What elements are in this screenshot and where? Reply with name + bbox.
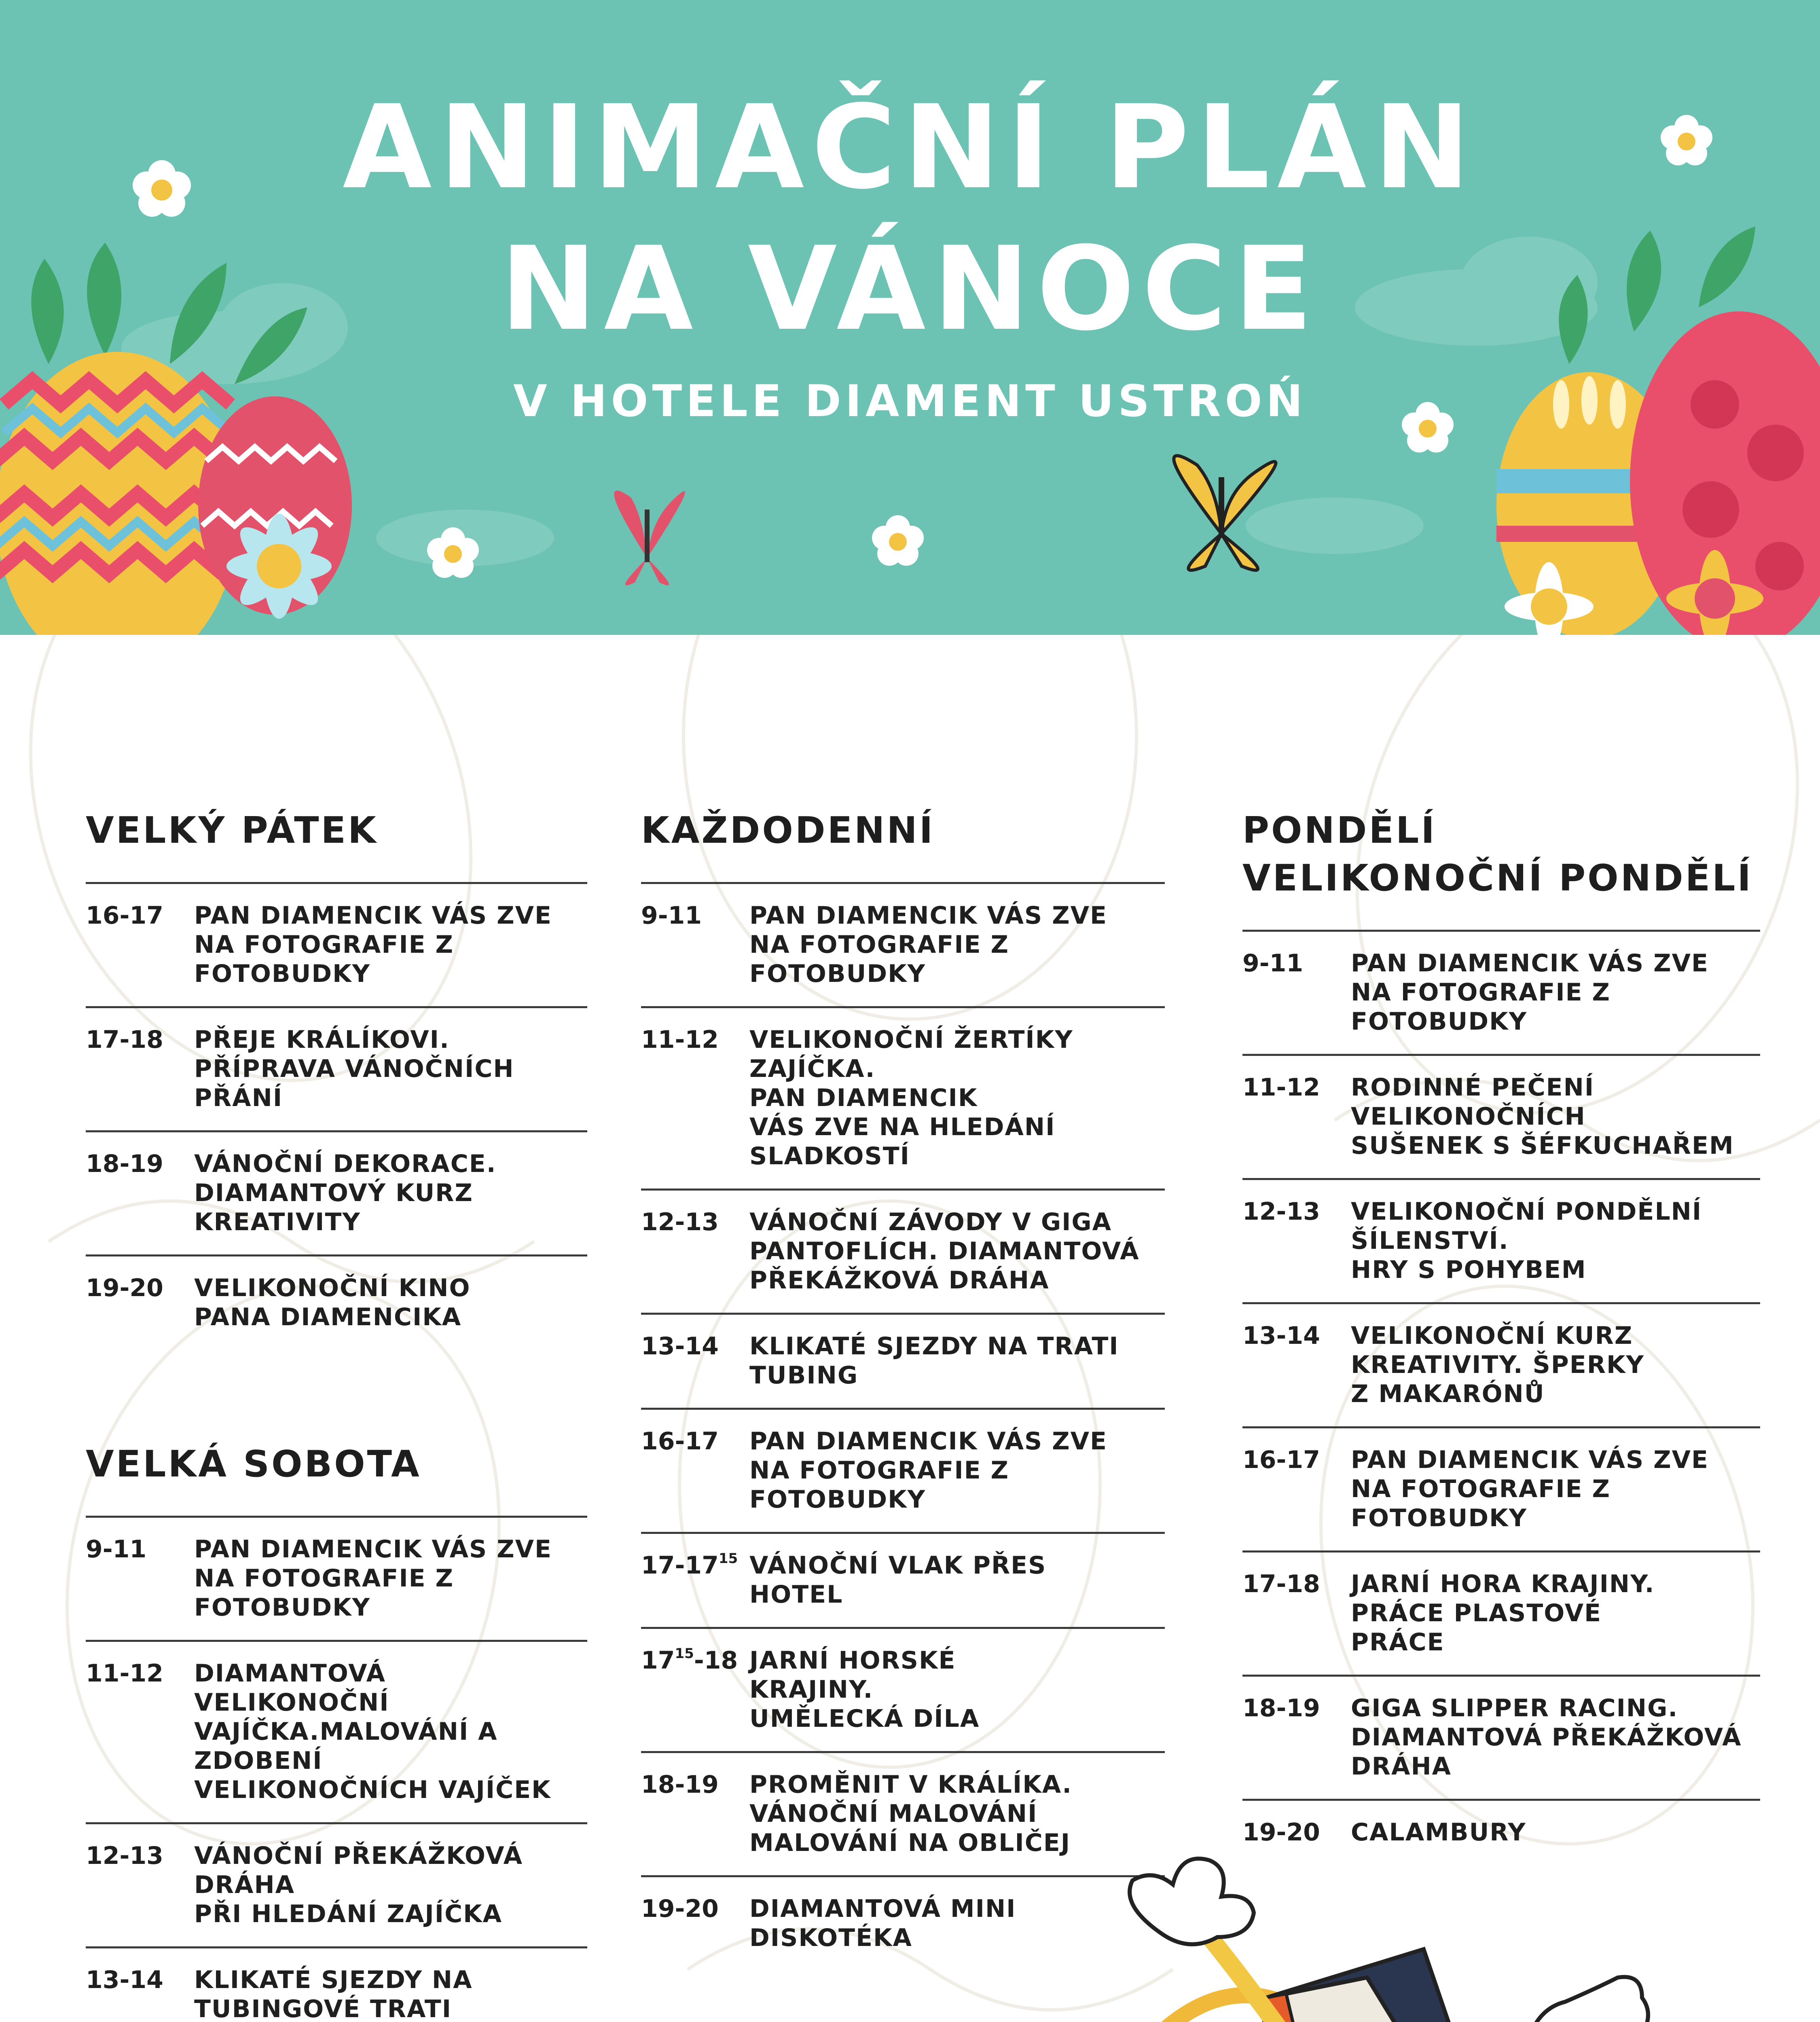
- time-main: 17-17: [641, 1551, 719, 1580]
- schedule-activity: CALAMBURY: [1351, 1818, 1526, 1846]
- schedule-activity: VÁNOČNÍ DEKORACE. DIAMANTOVÝ KURZ KREATIVITY: [194, 1150, 497, 1236]
- schedule-activity: VÁNOČNÍ VLAK PŘES HOTEL: [749, 1551, 1047, 1609]
- schedule-activity: PAN DIAMENCIK VÁS ZVE NA FOTOGRAFIE Z FOTOBUDKY: [194, 1535, 552, 1622]
- time-rest: -18: [694, 1646, 738, 1675]
- schedule-time: 18-19: [641, 1770, 719, 1799]
- schedule-time: 16-17: [1242, 1446, 1320, 1474]
- schedule-time: 9-11: [86, 1535, 147, 1563]
- schedule-activity: DIAMANTOVÁ MINI DISKOTÉKA: [749, 1895, 1016, 1952]
- schedule-list: [1242, 930, 1760, 1865]
- schedule-time: 13-14: [86, 1966, 163, 1994]
- schedule-row: [86, 1132, 587, 1256]
- schedule-activity: VÁNOČNÍ PŘEKÁŽKOVÁ DRÁHA PŘI HLEDÁNÍ ZAJÍČKA: [194, 1842, 523, 1928]
- daisy-flower-icon: [226, 514, 332, 619]
- schedule-row: [641, 1534, 1165, 1629]
- schedule-time: 11-12: [641, 1026, 719, 1054]
- header-banner: [0, 0, 1820, 635]
- schedule-row: [1242, 932, 1760, 1056]
- section-velka-sobota: [86, 1440, 587, 2022]
- schedule-activity: PŘEJE KRÁLÍKOVI. PŘÍPRAVA VÁNOČNÍCH PŘÁNÍ: [194, 1026, 514, 1112]
- schedule-row: [86, 1824, 587, 1948]
- schedule-column-1: [86, 807, 587, 2022]
- schedule-time: 17-18: [1242, 1570, 1320, 1598]
- schedule-activity: RODINNÉ PEČENÍ VELIKONOČNÍCH SUŠENEK S ŠÉFKUCHAŘEM: [1351, 1073, 1734, 1160]
- schedule-activity: PAN DIAMENCIK VÁS ZVE NA FOTOGRAFIE Z FOTOBUDKY: [194, 901, 552, 988]
- schedule-activity: VELIKONOČNÍ PONDĚLNÍ ŠÍLENSTVÍ. HRY S POHYBEM: [1351, 1197, 1702, 1284]
- mascot-diamencik-illustration: [1060, 1844, 1767, 2022]
- schedule-activity: PROMĚNIT V KRÁLÍKA. VÁNOČNÍ MALOVÁNÍ MALOVÁNÍ NA OBLIČEJ: [749, 1770, 1073, 1857]
- schedule-row: [1242, 1428, 1760, 1552]
- schedule-row: [1242, 1677, 1760, 1801]
- schedule-row: [1242, 1180, 1760, 1304]
- schedule-time: [641, 1646, 749, 1733]
- schedule-time: 11-12: [86, 1659, 163, 1688]
- schedule-column-2: [641, 807, 1165, 1970]
- schedule-activity: PAN DIAMENCIK VÁS ZVE NA FOTOGRAFIE Z FOTOBUDKY: [1351, 949, 1709, 1036]
- schedule-row: [1242, 1304, 1760, 1428]
- schedule-activity: VELIKONOČNÍ KINO PANA DIAMENCIKA: [194, 1274, 471, 1331]
- schedule-time: 18-19: [86, 1150, 163, 1178]
- section-title: VELKÁ SOBOTA: [86, 1443, 421, 1485]
- schedule-activity: JARNÍ HORSKÉ KRAJINY. UMĚLECKÁ DÍLA: [749, 1646, 980, 1733]
- schedule-row: [641, 884, 1165, 1008]
- mascot-body-icon: [1254, 1949, 1484, 2022]
- schedule-activity: VÁNOČNÍ ZÁVODY V GIGA PANTOFLÍCH. DIAMANTOVÁ PŘEKÁŽKOVÁ DRÁHA: [749, 1208, 1140, 1294]
- butterfly-pink-icon: [614, 491, 685, 585]
- section-title: KAŽDODENNÍ: [641, 809, 935, 852]
- schedule-time: 12-13: [641, 1208, 719, 1236]
- schedule-row: [1242, 1056, 1760, 1180]
- schedule-time: 16-17: [86, 901, 163, 930]
- schedule-list: [86, 882, 587, 1349]
- schedule-row: [641, 1191, 1165, 1315]
- schedule-activity: JARNÍ HORA KRAJINY. PRÁCE PLASTOVÉ PRÁCE: [1351, 1570, 1655, 1656]
- page-title-line-2: NA VÁNOCE: [500, 222, 1320, 356]
- schedule-row: [641, 1315, 1165, 1410]
- schedule-time: 18-19: [1242, 1694, 1320, 1722]
- section-title: PONDĚLÍ VELIKONOČNÍ PONDĚLÍ: [1242, 809, 1753, 899]
- time-main: 17: [641, 1646, 675, 1675]
- schedule-row: [86, 1642, 587, 1824]
- schedule-activity: VELIKONOČNÍ KURZ KREATIVITY. ŠPERKY Z MAKARÓNŮ: [1351, 1322, 1644, 1408]
- section-kazdodenni: [641, 807, 1165, 1970]
- schedule-time: 12-13: [1242, 1197, 1320, 1226]
- schedule-column-3: [1242, 807, 1760, 1865]
- schedule-row: [86, 1256, 587, 1349]
- schedule-time: [641, 1551, 749, 1609]
- schedule-row: [641, 1629, 1165, 1753]
- schedule-time: 16-17: [641, 1427, 719, 1455]
- section-title: VELKÝ PÁTEK: [86, 809, 378, 852]
- schedule-activity: KLIKATÉ SJEZDY NA TUBINGOVÉ TRATI: [194, 1966, 473, 2022]
- page-subtitle: V HOTELE DIAMENT USTROŃ: [513, 376, 1307, 427]
- schedule-time: 11-12: [1242, 1073, 1320, 1102]
- schedule-time: 19-20: [641, 1895, 719, 1923]
- section-velky-patek: [86, 807, 587, 1349]
- schedule-activity: PAN DIAMENCIK VÁS ZVE NA FOTOGRAFIE Z FOTOBUDKY: [1351, 1446, 1709, 1532]
- section-pondeli: [1242, 807, 1760, 1865]
- time-superscript: 15: [675, 1646, 694, 1662]
- schedule-activity: VELIKONOČNÍ ŽERTÍKY ZAJÍČKA. PAN DIAMENCIK VÁS ZVE NA HLEDÁNÍ SLADKOSTÍ: [749, 1026, 1073, 1170]
- schedule-time: 19-20: [86, 1274, 163, 1302]
- schedule-row: [641, 1410, 1165, 1534]
- schedule-time: 12-13: [86, 1842, 163, 1870]
- schedule-activity: PAN DIAMENCIK VÁS ZVE NA FOTOGRAFIE Z FOTOBUDKY: [749, 1427, 1108, 1514]
- schedule-time: 13-14: [641, 1332, 719, 1360]
- schedule-row: [86, 1948, 587, 2022]
- schedule-activity: PAN DIAMENCIK VÁS ZVE NA FOTOGRAFIE Z FOTOBUDKY: [749, 901, 1108, 988]
- schedule-time: 9-11: [641, 901, 702, 930]
- schedule-time: 13-14: [1242, 1322, 1320, 1350]
- schedule-list: [86, 1516, 587, 2022]
- schedule-list: [641, 882, 1165, 1970]
- schedule-time: 9-11: [1242, 949, 1304, 977]
- schedule-activity: DIAMANTOVÁ VELIKONOČNÍ VAJÍČKA.MALOVÁNÍ A ZDOBENÍ VELIKONOČNÍCH VAJÍČEK: [194, 1659, 551, 1804]
- page-title-line-1: ANIMAČNÍ PLÁN: [343, 80, 1477, 215]
- schedule-row: [641, 1008, 1165, 1191]
- schedule-row: [1242, 1552, 1760, 1677]
- time-superscript: 15: [718, 1550, 738, 1567]
- schedule-time: 17-18: [86, 1026, 163, 1054]
- schedule-row: [86, 1518, 587, 1642]
- schedule-activity: GIGA SLIPPER RACING. DIAMANTOVÁ PŘEKÁŽKOVÁ DRÁHA: [1351, 1694, 1742, 1781]
- schedule-row: [86, 1008, 587, 1132]
- schedule-time: 19-20: [1242, 1818, 1320, 1846]
- schedule-activity: KLIKATÉ SJEZDY NA TRATI TUBING: [749, 1332, 1119, 1390]
- schedule-row: [86, 884, 587, 1008]
